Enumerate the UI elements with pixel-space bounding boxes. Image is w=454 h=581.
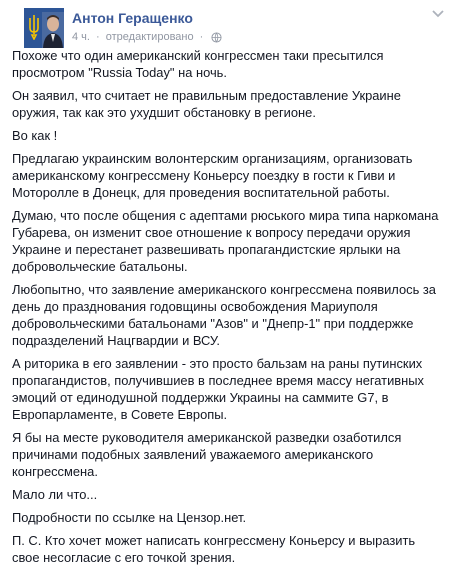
chevron-down-icon[interactable] — [432, 10, 444, 18]
meta-separator: · — [199, 31, 204, 44]
post-text — [12, 47, 444, 572]
post-paragraph: Похоже что один американский конгрессмен таки пресытился просмотром "Russia Today" на ночь. — [12, 48, 384, 80]
edited-label[interactable]: отредактировано — [105, 31, 194, 44]
post-paragraph: Во как ! — [12, 128, 58, 143]
trident-emblem-icon — [27, 14, 41, 40]
post-paragraph: Я бы на месте руководителя американской разведки озаботился причинами подобных заявлений уважаемого американского конгрессмена. — [12, 430, 402, 479]
post-paragraph: Подробности по ссылке на Цензор.нет. — [12, 510, 247, 525]
profile-photo — [42, 12, 64, 48]
post-timestamp[interactable]: 4 ч. — [72, 31, 90, 44]
post-paragraph: Думаю, что после общения с адептами рюського мира типа наркомана Губарева, он изменит свое отношение к вопросу передачи оружия Украине и перестанет развешивать пропагандистские ярлыки на добровольческие батальоны. — [12, 208, 439, 274]
meta-separator: · — [96, 31, 100, 44]
post-paragraph: Он заявил, что считает не правильным предоставление Украине оружия, так как это ухудшит обстановку в регионе. — [12, 88, 401, 120]
post-paragraph: А риторика в его заявлении - это просто бальзам на раны путинских пропагандистов, получившиев в последнее время массу негативных эмоций от единодушной поддержки Украины на саммите G7, в Европарламенте, в Совете Европы. — [12, 356, 424, 422]
post-paragraph: Предлагаю украинским волонтерским организациям, организовать американскому конгрессмену Коньерсу поездку в гости к Гиви и Моторолле в Донецк, для проведения воспитательной работы. — [12, 151, 413, 200]
post-paragraph: Мало ли что... — [12, 487, 98, 502]
post-header — [12, 0, 454, 52]
avatar[interactable] — [24, 8, 64, 48]
post-meta — [72, 31, 222, 43]
post-paragraph: П. С. Кто хочет может написать конгрессмену Коньерсу и выразить свое несогласие с его точкой зрения. — [12, 533, 416, 565]
post-paragraph: Любопытно, что заявление американского конгрессмена появилось за день до празднования годовщины освобождения Мариуполя добровольческими батальонами "Азов" и "Днепр-1" при поддержке подразделений Нацгвардии и ВСУ. — [12, 282, 436, 348]
globe-icon[interactable] — [211, 32, 222, 43]
author-name[interactable]: Антон Геращенко — [72, 10, 193, 26]
